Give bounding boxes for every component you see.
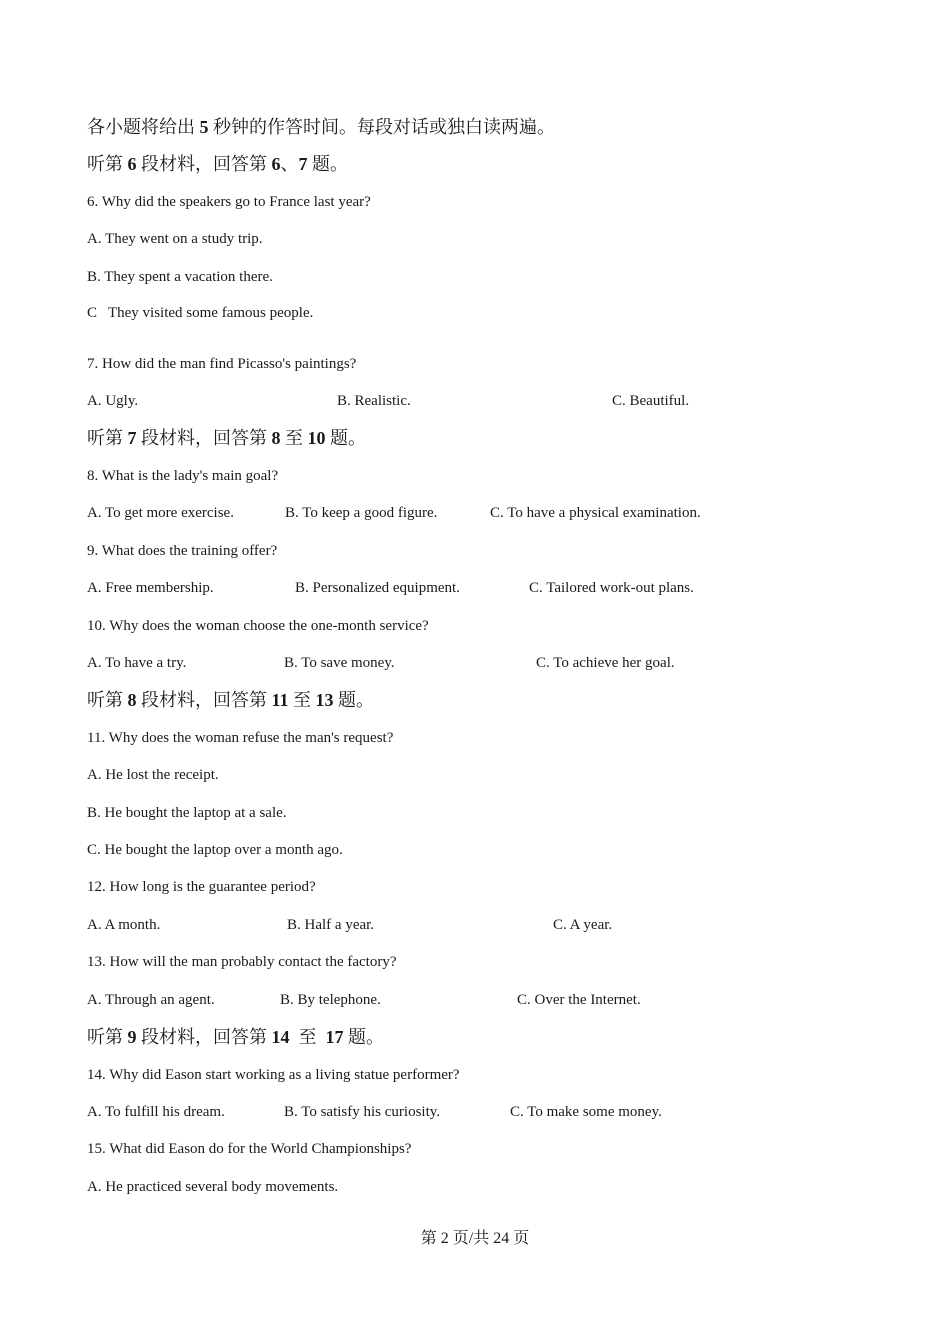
question-7-stem: 7. How did the man find Picasso's paintings? xyxy=(87,356,357,372)
question-12-stem: 12. How long is the guarantee period? xyxy=(87,879,316,895)
question-14-option-c: C. To make some money. xyxy=(510,1104,662,1120)
question-12-option-a: A. A month. xyxy=(87,917,161,933)
question-7-option-b: B. Realistic. xyxy=(337,393,411,409)
question-10-stem: 10. Why does the woman choose the one-month service? xyxy=(87,618,429,634)
question-14-option-b: B. To satisfy his curiosity. xyxy=(284,1104,441,1120)
question-13-option-a: A. Through an agent. xyxy=(87,992,215,1008)
question-11-option-b: B. He bought the laptop at a sale. xyxy=(87,805,287,821)
question-9-option-b: B. Personalized equipment. xyxy=(295,580,460,596)
question-10-option-b: B. To save money. xyxy=(284,655,395,671)
question-9-option-c: C. Tailored work-out plans. xyxy=(529,580,694,596)
question-7-option-a: A. Ugly. xyxy=(87,393,139,409)
question-6-option-b: B. They spent a vacation there. xyxy=(87,269,273,285)
page-number: 2 xyxy=(440,1230,449,1247)
question-11-option-a: A. He lost the receipt. xyxy=(87,767,219,783)
question-12-option-c: C. A year. xyxy=(553,917,613,933)
question-8-option-b: B. To keep a good figure. xyxy=(285,505,438,521)
question-8-option-a: A. To get more exercise. xyxy=(87,505,234,521)
question-15-option-a: A. He practiced several body movements. xyxy=(87,1179,339,1195)
question-6-option-c: C They visited some famous people. xyxy=(87,305,314,321)
question-13-stem: 13. How will the man probably contact the factory? xyxy=(87,954,397,970)
question-13-option-c: C. Over the Internet. xyxy=(517,992,641,1008)
section-heading-9: 听第 9 段材料，回答第 14 至 17 题。 xyxy=(87,1027,384,1047)
page-footer: 第 2 页/共 24 页 xyxy=(420,1230,530,1247)
question-10-option-c: C. To achieve her goal. xyxy=(536,655,675,671)
total-pages: 24 xyxy=(493,1230,510,1247)
question-15-stem: 15. What did Eason do for the World Championships? xyxy=(87,1141,412,1157)
question-8-stem: 8. What is the lady's main goal? xyxy=(87,468,279,484)
section-heading-8: 听第 8 段材料，回答第 11 至 13 题。 xyxy=(87,690,375,710)
section-heading-7: 听第 7 段材料，回答第 8 至 10 题。 xyxy=(87,428,366,448)
question-10-option-a: A. To have a try. xyxy=(87,655,187,671)
question-11-stem: 11. Why does the woman refuse the man's request? xyxy=(87,730,394,746)
question-8-option-c: C. To have a physical examination. xyxy=(490,505,701,521)
question-14-stem: 14. Why did Eason start working as a living statue performer? xyxy=(87,1067,460,1083)
question-6-option-a: A. They went on a study trip. xyxy=(87,231,263,247)
section-heading-6: 听第 6 段材料，回答第 6、7 题。 xyxy=(87,154,348,174)
instruction-line: 各小题将给出 5 秒钟的作答时间。每段对话或独白读两遍。 xyxy=(87,117,555,137)
question-12-option-b: B. Half a year. xyxy=(287,917,375,933)
question-13-option-b: B. By telephone. xyxy=(280,992,381,1008)
question-14-option-a: A. To fulfill his dream. xyxy=(87,1104,225,1120)
question-6-stem: 6. Why did the speakers go to France last year? xyxy=(87,194,371,210)
question-7-option-c: C. Beautiful. xyxy=(612,393,690,409)
question-9-option-a: A. Free membership. xyxy=(87,580,214,596)
question-9-stem: 9. What does the training offer? xyxy=(87,543,278,559)
question-11-option-c: C. He bought the laptop over a month ago. xyxy=(87,842,343,858)
